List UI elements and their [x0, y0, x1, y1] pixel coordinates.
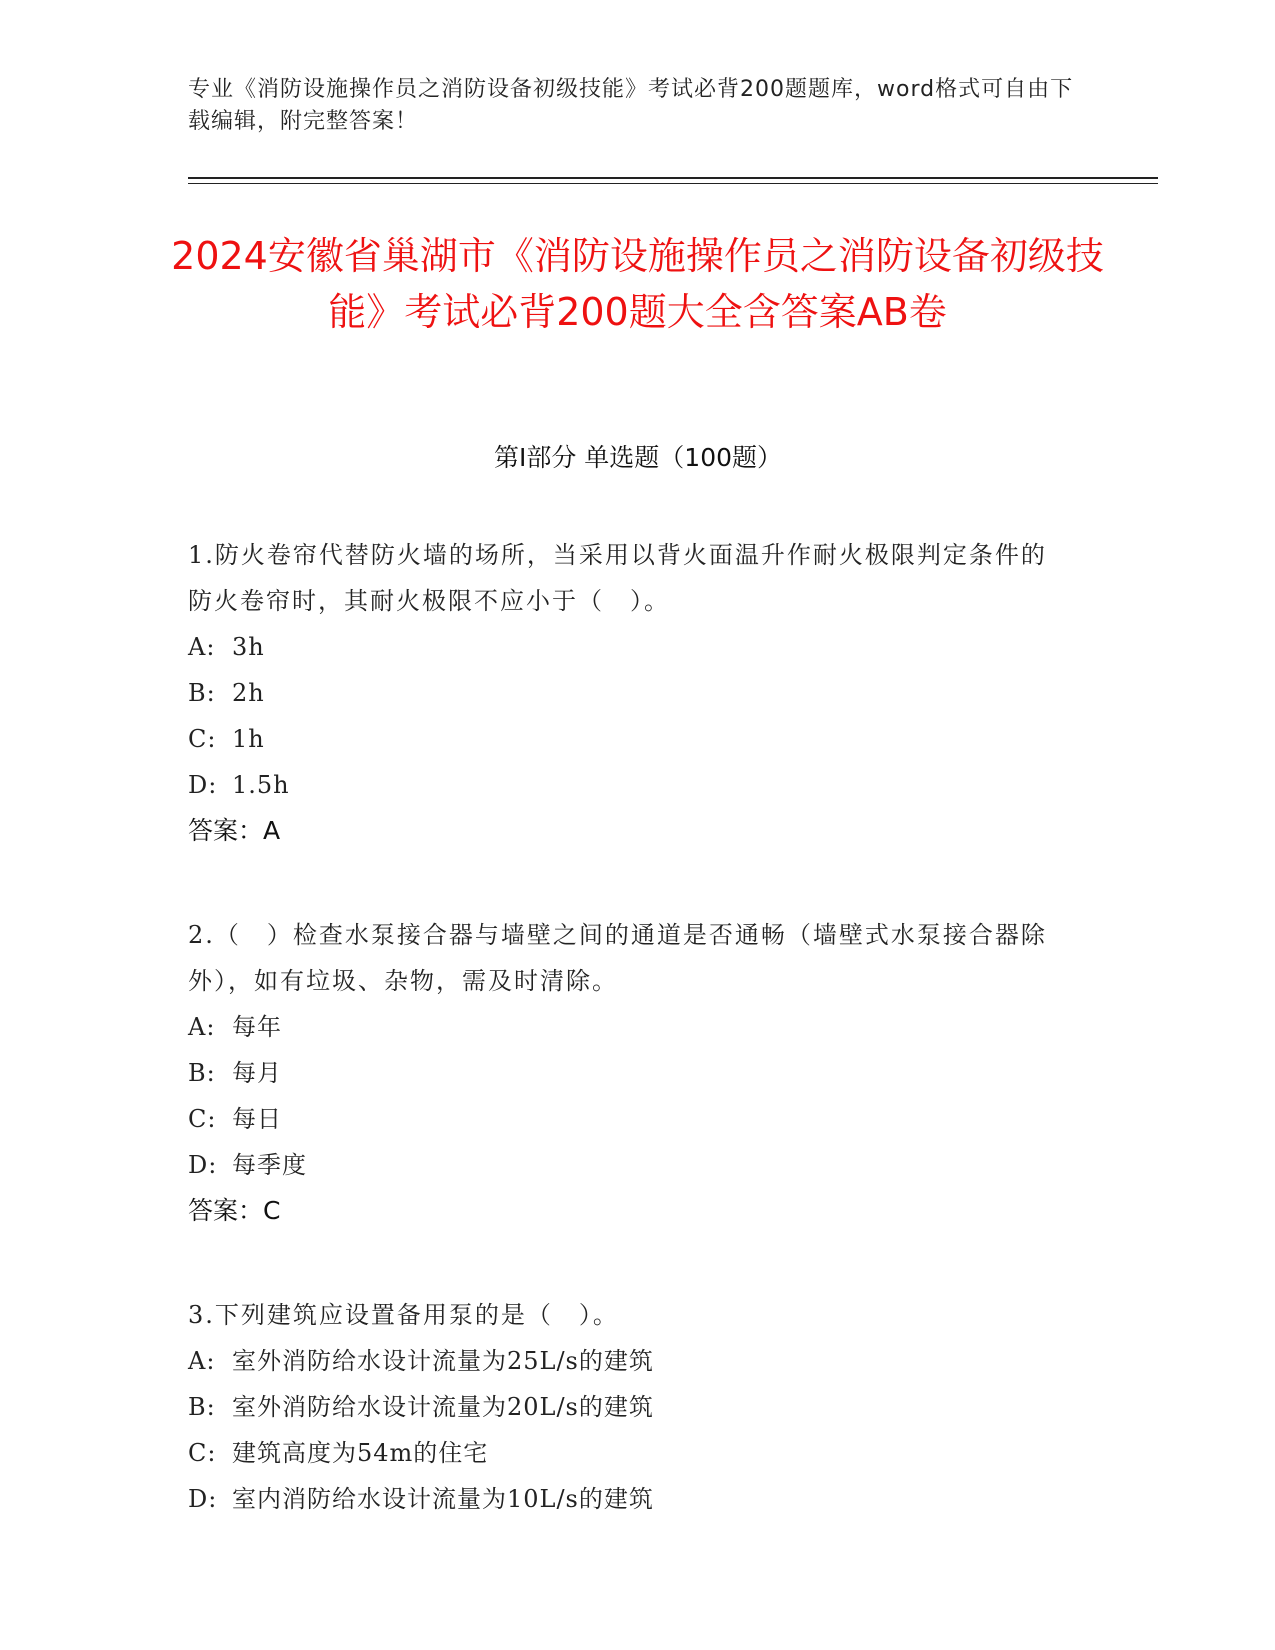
option-text: 建筑高度为54m的住宅: [232, 1439, 489, 1467]
option-text: 每月: [232, 1059, 282, 1087]
section-title: 第I部分 单选题（100题）: [493, 443, 783, 472]
option-text: 1h: [232, 725, 265, 753]
option-letter: A:: [188, 633, 216, 661]
option-b: [188, 1050, 1068, 1096]
option-d: [188, 1142, 1068, 1188]
option-letter: A:: [188, 1347, 216, 1375]
option-text: 每年: [232, 1013, 282, 1041]
question-3: [188, 1292, 1068, 1522]
option-text: 每季度: [232, 1151, 307, 1179]
option-b: [188, 670, 1068, 716]
option-letter: C:: [188, 1439, 217, 1467]
option-d: [188, 762, 1068, 808]
option-letter: B:: [188, 1393, 216, 1421]
option-letter: D:: [188, 771, 218, 799]
question-1: [188, 532, 1068, 854]
option-a: [188, 624, 1068, 670]
header-rule-thick: [188, 177, 1158, 179]
option-letter: A:: [188, 1013, 216, 1041]
option-letter: C:: [188, 725, 217, 753]
option-text: 1.5h: [232, 771, 290, 799]
option-text: 3h: [232, 633, 265, 661]
option-b: [188, 1384, 1068, 1430]
header-note: 专业《消防设施操作员之消防设备初级技能》考试必背200题题库，word格式可自由下载编辑，附完整答案！: [188, 77, 1074, 134]
question-stem: 1.防火卷帘代替防火墙的场所，当采用以背火面温升作耐火极限判定条件的防火卷帘时，其耐火极限不应小于（ ）。: [188, 541, 1047, 615]
option-letter: D:: [188, 1485, 218, 1513]
option-a: [188, 1004, 1068, 1050]
option-d: [188, 1476, 1068, 1522]
option-c: [188, 1096, 1068, 1142]
option-text: 室外消防给水设计流量为20L/s的建筑: [232, 1393, 654, 1421]
option-text: 室内消防给水设计流量为10L/s的建筑: [232, 1485, 654, 1513]
question-stem: 3.下列建筑应设置备用泵的是（ ）。: [188, 1301, 619, 1329]
question-list: [188, 532, 1068, 1580]
option-letter: D:: [188, 1151, 218, 1179]
option-c: [188, 1430, 1068, 1476]
option-c: [188, 716, 1068, 762]
question-2: [188, 912, 1068, 1234]
header-rule-thin: [188, 183, 1158, 184]
document-title: 2024安徽省巢湖市《消防设施操作员之消防设备初级技能》考试必背200题大全含答案AB卷: [171, 234, 1104, 334]
option-text: 每日: [232, 1105, 282, 1133]
answer-line: 答案：A: [188, 816, 281, 845]
option-letter: B:: [188, 1059, 216, 1087]
answer-line: 答案：C: [188, 1196, 281, 1225]
option-text: 室外消防给水设计流量为25L/s的建筑: [232, 1347, 654, 1375]
question-stem: 2.（ ）检查水泵接合器与墙壁之间的通道是否通畅（墙壁式水泵接合器除外），如有垃圾、杂物，需及时清除。: [188, 921, 1047, 995]
option-letter: C:: [188, 1105, 217, 1133]
option-letter: B:: [188, 679, 216, 707]
option-text: 2h: [232, 679, 265, 707]
option-a: [188, 1338, 1068, 1384]
